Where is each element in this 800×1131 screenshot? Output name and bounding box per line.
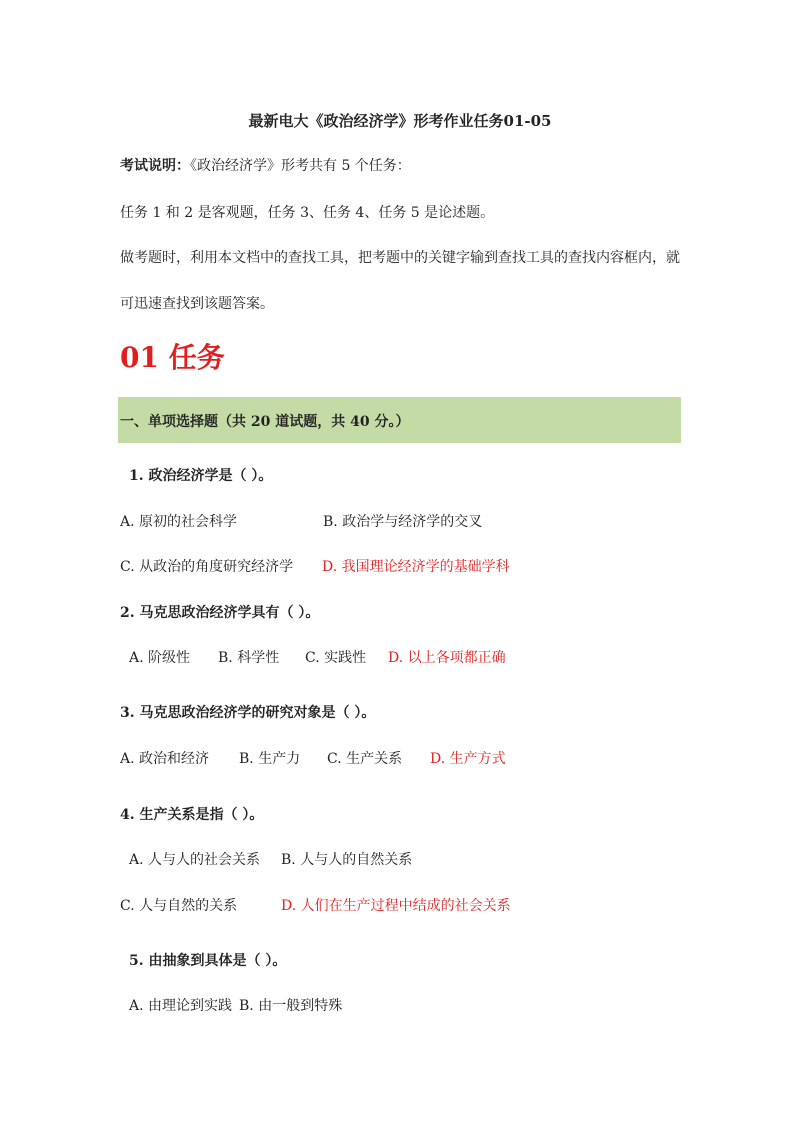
q3-option-d-answer: D. 生产方式 [430,751,506,767]
q3-option-a: A. 政治和经济 [120,751,210,767]
q1-option-c: C. 从政治的角度研究经济学 [120,559,294,575]
q2-option-c: C. 实践性 [305,650,367,666]
q4-option-c: C. 人与自然的关系 [120,898,238,914]
question-2: 2. 马克思政治经济学具有（ ）。 [120,605,320,621]
question-1: 1. 政治经济学是（ ）。 [129,468,273,484]
section-heading: 01 任务 [120,341,225,374]
q2-option-b: B. 科学性 [218,650,280,666]
q3-option-c: C. 生产关系 [327,751,403,767]
intro-line-1 [120,156,411,176]
q1-option-a: A. 原初的社会科学 [120,514,238,530]
q4-option-b: B. 人与人的自然关系 [281,852,413,868]
question-3: 3. 马克思政治经济学的研究对象是（ ）。 [120,705,376,721]
document-title: 最新电大《政治经济学》形考作业任务01-05 [248,112,552,130]
q2-option-d-answer: D. 以上各项都正确 [388,650,506,666]
q5-option-a: A. 由理论到实践 [129,998,233,1014]
q4-option-d-answer: D. 人们在生产过程中结成的社会关系 [281,898,511,914]
part-heading: 一、单项选择题（共 20 道试题，共 40 分。） [120,414,410,430]
intro-line-3: 做考题时，利用本文档中的查找工具，把考题中的关键字输到查找工具的查找内容框内，就 [120,250,680,266]
intro-line-4: 可迅速查找到该题答案。 [120,296,274,312]
q1-option-d-answer: D. 我国理论经济学的基础学科 [322,559,510,575]
question-5: 5. 由抽象到具体是（ ）。 [129,953,287,969]
q3-option-b: B. 生产力 [239,751,301,767]
intro-line-1-text: 《政治经济学》形考共有 5 个任务： [190,158,411,174]
q1-option-b: B. 政治学与经济学的交叉 [323,514,483,530]
q4-option-a: A. 人与人的社会关系 [129,852,261,868]
intro-line-2: 任务 1 和 2 是客观题，任务 3、任务 4、任务 5 是论述题。 [120,205,495,221]
q2-option-a: A. 阶级性 [129,650,191,666]
q5-option-b: B. 由一般到特殊 [239,998,343,1014]
intro-label: 考试说明： [120,158,190,174]
question-4: 4. 生产关系是指（ ）。 [120,807,264,823]
